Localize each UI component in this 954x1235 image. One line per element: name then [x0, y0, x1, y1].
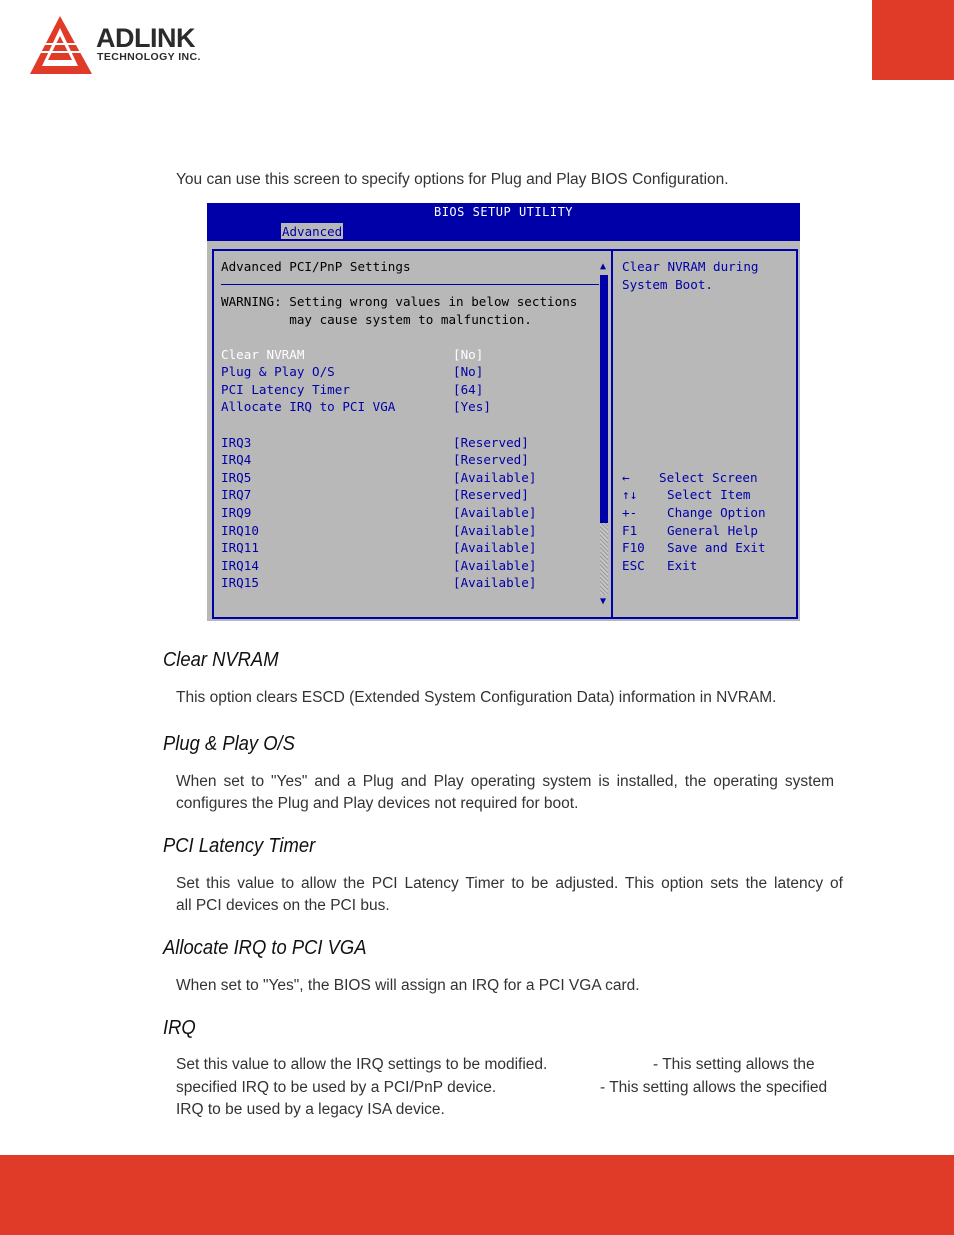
irq10-label[interactable]: IRQ10 — [221, 523, 259, 538]
heading-allocate-irq: Allocate IRQ to PCI VGA — [163, 937, 367, 959]
irq4-value[interactable]: [Reserved] — [453, 452, 529, 467]
tab-advanced[interactable]: Advanced — [282, 224, 343, 239]
irq9-value[interactable]: [Available] — [453, 505, 537, 520]
brand-name: ADLINK — [96, 23, 195, 53]
heading-clear-nvram: Clear NVRAM — [163, 649, 279, 671]
key-up-down: ↑↓ — [622, 487, 638, 502]
corner-tab — [872, 0, 954, 80]
text-clear-nvram-line: This option clears ESCD (Extended System Configuration Data) information in NVRAM. — [176, 689, 777, 706]
intro-text: You can use this screen to specify options for Plug and Play BIOS Configuration. — [176, 171, 729, 188]
key-plus-minus: +- — [622, 505, 638, 520]
key-f10-action: Save and Exit — [667, 540, 766, 555]
scroll-up-icon[interactable]: ▲ — [600, 261, 607, 272]
key-f1-action: General Help — [667, 523, 758, 538]
adlink-logo — [30, 14, 230, 78]
bios-screen — [207, 203, 800, 621]
heading-plug-play: Plug & Play O/S — [163, 733, 295, 755]
irq3-label[interactable]: IRQ3 — [221, 435, 252, 450]
irq15-value[interactable]: [Available] — [453, 575, 537, 590]
key-esc: ESC — [622, 558, 645, 573]
irq9-label[interactable]: IRQ9 — [221, 505, 252, 520]
section-title: Advanced PCI/PnP Settings — [221, 259, 411, 274]
help-line-1: Clear NVRAM during — [622, 259, 759, 274]
text-allocate-irq — [176, 975, 848, 997]
scroll-down-icon[interactable]: ▼ — [600, 596, 607, 607]
adlink-triangle-icon — [30, 14, 94, 78]
heading-irq: IRQ — [163, 1017, 196, 1039]
irq14-label[interactable]: IRQ14 — [221, 558, 259, 573]
help-line-2: System Boot. — [622, 277, 713, 292]
setting-clear-nvram-label[interactable]: Clear NVRAM — [221, 347, 305, 362]
text-irq-line-1a: Set this value to allow the IRQ settings to be modified. — [176, 1056, 548, 1073]
scrollbar-thumb[interactable] — [600, 275, 608, 523]
setting-allocate-irq-value[interactable]: [Yes] — [453, 399, 491, 414]
footer-bar — [0, 1155, 954, 1235]
text-irq-line-1b: - This setting allows the — [653, 1056, 815, 1073]
section-divider — [221, 284, 599, 285]
text-irq-line-2b: - This setting allows the specified — [600, 1079, 828, 1096]
heading-pci-latency: PCI Latency Timer — [163, 835, 316, 857]
text-irq — [176, 1054, 842, 1124]
text-clear-nvram — [176, 687, 848, 709]
irq15-label[interactable]: IRQ15 — [221, 575, 259, 590]
brand-subtitle: TECHNOLOGY INC. — [97, 51, 201, 63]
key-left-right-action: Select Screen — [659, 470, 758, 485]
key-up-down-action: Select Item — [667, 487, 751, 502]
irq11-value[interactable]: [Available] — [453, 540, 537, 555]
setting-pci-latency-label[interactable]: PCI Latency Timer — [221, 382, 350, 397]
text-plug-play-line-2: configures the Plug and Play devices not required for boot. — [176, 795, 579, 812]
text-plug-play — [176, 771, 834, 815]
text-irq-line-2a: specified IRQ to be used by a PCI/PnP device. — [176, 1079, 497, 1096]
irq5-label[interactable]: IRQ5 — [221, 470, 252, 485]
irq11-label[interactable]: IRQ11 — [221, 540, 259, 555]
key-f10: F10 — [622, 540, 645, 555]
text-allocate-irq-line: When set to "Yes", the BIOS will assign an IRQ for a PCI VGA card. — [176, 977, 640, 994]
warning-line-1: WARNING: Setting wrong values in below sections — [221, 294, 578, 309]
irq7-value[interactable]: [Reserved] — [453, 487, 529, 502]
irq4-label[interactable]: IRQ4 — [221, 452, 252, 467]
key-f1: F1 — [622, 523, 638, 538]
key-esc-action: Exit — [667, 558, 698, 573]
irq3-value[interactable]: [Reserved] — [453, 435, 529, 450]
bios-tab-bar — [207, 221, 800, 241]
warning-line-2: may cause system to malfunction. — [221, 312, 532, 327]
text-pci-latency — [176, 873, 843, 917]
setting-plug-play-value[interactable]: [No] — [453, 364, 484, 379]
setting-allocate-irq-label[interactable]: Allocate IRQ to PCI VGA — [221, 399, 396, 414]
key-plus-minus-action: Change Option — [667, 505, 766, 520]
irq14-value[interactable]: [Available] — [453, 558, 537, 573]
text-plug-play-line-1: When set to "Yes" and a Plug and Play operating system is installed, the operating system — [176, 773, 834, 790]
setting-pci-latency-value[interactable]: [64] — [453, 382, 484, 397]
setting-clear-nvram-value[interactable]: [No] — [453, 347, 484, 362]
text-irq-line-3: IRQ to be used by a legacy ISA device. — [176, 1101, 445, 1118]
text-pci-latency-line-2: all PCI devices on the PCI bus. — [176, 897, 390, 914]
irq5-value[interactable]: [Available] — [453, 470, 537, 485]
text-pci-latency-line-1: Set this value to allow the PCI Latency Timer to be adjusted. This option sets the latency of — [176, 875, 843, 892]
setting-plug-play-label[interactable]: Plug & Play O/S — [221, 364, 335, 379]
key-left-right: ← — [622, 470, 630, 485]
bios-title: BIOS SETUP UTILITY — [207, 203, 800, 221]
irq10-value[interactable]: [Available] — [453, 523, 537, 538]
irq7-label[interactable]: IRQ7 — [221, 487, 252, 502]
